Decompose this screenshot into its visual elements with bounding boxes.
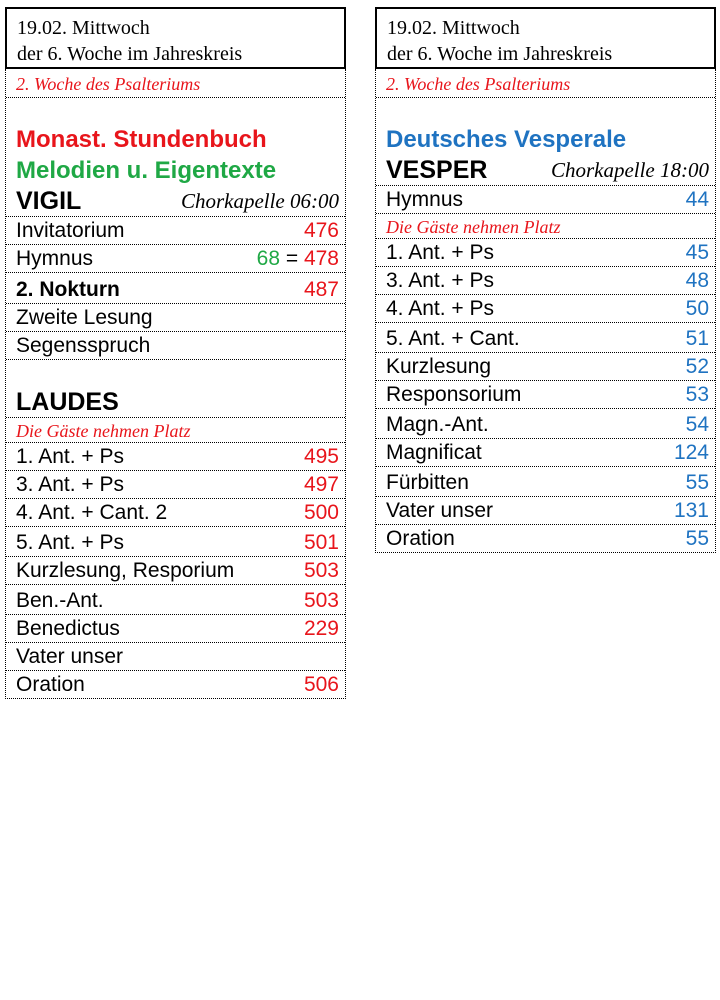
item-label: 1. Ant. + Ps — [16, 445, 124, 468]
left-column — [5, 7, 346, 699]
date-line: 19.02. Mittwoch — [17, 17, 150, 39]
item-label: Hymnus — [16, 247, 94, 270]
page-number: 476 — [303, 219, 339, 242]
equals-sign: = — [285, 247, 299, 270]
page-number: 55 — [685, 471, 709, 494]
psalter-week: 2. Woche des Psalteriums — [16, 74, 201, 94]
list-item — [376, 524, 715, 552]
guests-note: Die Gäste nehmen Platz — [376, 213, 715, 238]
list-item — [6, 303, 345, 331]
list-item — [6, 216, 345, 244]
page-number: 487 — [303, 278, 339, 301]
item-label: 2. Nokturn — [16, 278, 120, 301]
page-number-alt: 68 — [256, 247, 280, 270]
list-item — [376, 238, 715, 266]
item-label: 3. Ant. + Ps — [16, 473, 124, 496]
list-item — [376, 438, 715, 466]
item-label: 5. Ant. + Cant. — [386, 327, 520, 350]
week-line: der 6. Woche im Jahreskreis — [387, 43, 613, 65]
item-label: Magn.-Ant. — [386, 413, 489, 436]
vigil-title: VIGIL — [16, 187, 82, 215]
date-line: 19.02. Mittwoch — [387, 17, 520, 39]
item-label: 1. Ant. + Ps — [386, 241, 494, 264]
item-label: 3. Ant. + Ps — [386, 269, 494, 292]
item-label: Oration — [16, 673, 85, 696]
left-body — [5, 69, 346, 699]
spacer — [6, 97, 345, 124]
page-number: 495 — [303, 445, 339, 468]
list-item — [376, 185, 715, 213]
list-item — [376, 466, 715, 496]
page-number: 45 — [685, 241, 709, 264]
item-label: 4. Ant. + Ps — [386, 297, 494, 320]
page-number: 54 — [685, 413, 709, 436]
item-label: Kurzlesung, Resporium — [16, 559, 235, 582]
laudes-heading — [6, 387, 345, 417]
page-number: 478 — [303, 247, 339, 270]
page-number: 503 — [303, 559, 339, 582]
item-label: Oration — [386, 527, 455, 550]
item-label: Fürbitten — [386, 471, 469, 494]
page-number: 51 — [685, 327, 709, 350]
list-item — [6, 584, 345, 614]
psalter-week: 2. Woche des Psalteriums — [386, 74, 571, 94]
item-label: Segensspruch — [16, 334, 151, 357]
page-number: 124 — [673, 441, 709, 464]
list-item — [376, 496, 715, 524]
right-body — [375, 69, 716, 553]
week-line: der 6. Woche im Jahreskreis — [17, 43, 243, 65]
item-label: Responsorium — [386, 383, 522, 406]
page-number: 53 — [685, 383, 709, 406]
item-label: Ben.-Ant. — [16, 589, 104, 612]
list-item — [6, 642, 345, 670]
guests-note: Die Gäste nehmen Platz — [6, 417, 345, 442]
item-label: 4. Ant. + Cant. 2 — [16, 501, 168, 524]
book-title-stundenbuch: Monast. Stundenbuch — [16, 126, 267, 153]
vesper-heading — [376, 155, 715, 185]
list-item — [6, 526, 345, 556]
list-item — [376, 322, 715, 352]
right-column — [375, 7, 716, 553]
item-label: Invitatorium — [16, 219, 125, 242]
vigil-heading — [6, 186, 345, 216]
page-number: 44 — [685, 188, 709, 211]
page-number: 52 — [685, 355, 709, 378]
book-title-vesperale: Deutsches Vesperale — [386, 126, 627, 153]
item-label: Kurzlesung — [386, 355, 492, 378]
page-number: 48 — [685, 269, 709, 292]
vesper-time: Chorkapelle 18:00 — [550, 158, 709, 182]
page-number: 50 — [685, 297, 709, 320]
list-item — [376, 294, 715, 322]
page-number: 497 — [303, 473, 339, 496]
item-label: Benedictus — [16, 617, 120, 640]
book-title-melodien: Melodien u. Eigentexte — [16, 157, 277, 184]
list-item — [6, 272, 345, 303]
item-label: Magnificat — [386, 441, 482, 464]
item-label: Hymnus — [386, 188, 464, 211]
date-header — [5, 7, 346, 69]
list-item — [6, 442, 345, 470]
page-number: 501 — [303, 531, 339, 554]
date-header — [375, 7, 716, 69]
list-item — [6, 244, 345, 272]
laudes-title: LAUDES — [16, 388, 119, 416]
item-label: Vater unser — [386, 499, 493, 522]
list-item — [6, 498, 345, 526]
spacer — [6, 359, 345, 387]
list-item — [6, 331, 345, 359]
list-item — [6, 614, 345, 642]
item-label: Zweite Lesung — [16, 306, 153, 329]
page-number: 229 — [303, 617, 339, 640]
list-item — [376, 352, 715, 380]
page-number: 131 — [673, 499, 709, 522]
list-item — [376, 380, 715, 408]
page-number: 55 — [685, 527, 709, 550]
page-number: 503 — [303, 589, 339, 612]
spacer — [376, 97, 715, 124]
page-number: 500 — [303, 501, 339, 524]
list-item — [6, 556, 345, 584]
vigil-time: Chorkapelle 06:00 — [180, 189, 339, 213]
page-number: 506 — [303, 673, 339, 696]
item-label: 5. Ant. + Ps — [16, 531, 124, 554]
list-item — [6, 670, 345, 698]
vesper-title: VESPER — [386, 156, 488, 184]
list-item — [376, 408, 715, 438]
page-number-group — [257, 245, 339, 272]
list-item — [376, 266, 715, 294]
list-item — [6, 470, 345, 498]
item-label: Vater unser — [16, 645, 123, 668]
